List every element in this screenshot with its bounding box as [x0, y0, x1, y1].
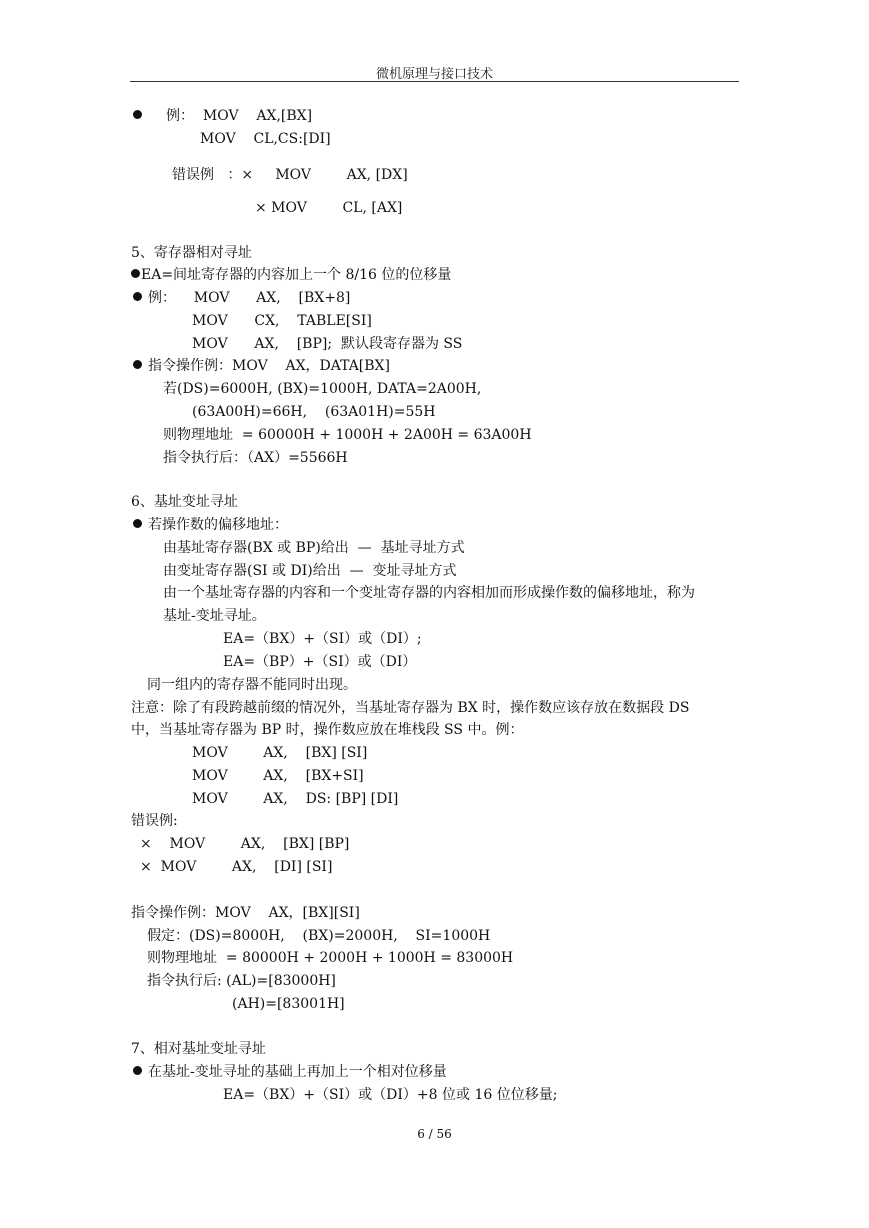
text-line: 若(DS)=6000H, (BX)=1000H, DATA=2A00H, — [163, 381, 482, 397]
formula-line: EA=（BX）+（SI）或（DI）; — [223, 631, 422, 647]
note-line: 中，当基址寄存器为 BP 时，操作数应放在堆栈段 SS 中。例： — [131, 722, 524, 738]
text-line: 基址-变址寻址。 — [163, 608, 266, 624]
section-heading: 7、相对基址变址寻址 — [131, 1041, 266, 1057]
definition-line: EA=间址寄存器的内容加上一个 8/16 位的位移量 — [131, 267, 451, 284]
bullet-icon — [133, 292, 142, 301]
example-line: 若操作数的偏移地址： — [133, 517, 288, 534]
bullet-icon — [133, 360, 142, 369]
bullet-icon — [133, 110, 142, 119]
formula-line: EA=（BX）+（SI）或（DI）+8 位或 16 位位移量; — [223, 1087, 558, 1103]
example-line: 在基址-变址寻址的基础上再加上一个相对位移量 — [133, 1064, 447, 1081]
text-line: 由变址寄存器(SI 或 DI)给出 — 变址寻址方式 — [163, 563, 457, 579]
code-line: MOV AX, [BX+SI] — [192, 768, 364, 784]
bullet-icon — [133, 519, 142, 528]
section-heading: 5、寄存器相对寻址 — [131, 245, 252, 261]
code-line: MOV AX, [BX] [SI] — [192, 745, 368, 761]
example-line: 例： MOV AX,[BX] — [133, 108, 312, 125]
text-line: 由基址寄存器(BX 或 BP)给出 — 基址寻址方式 — [163, 540, 465, 556]
section-heading: 6、基址变址寻址 — [131, 494, 238, 510]
text-line: 指令执行后：（AX）=5566H — [163, 450, 348, 466]
header-divider — [130, 81, 739, 82]
text-line: 指令操作例：MOV AX，[BX][SI] — [131, 905, 360, 921]
error-example-line: × MOV AX, [DI] [SI] — [140, 859, 333, 875]
running-header: 微机原理与接口技术 — [375, 67, 493, 82]
text-line: (63A00H)=66H, (63A01H)=55H — [192, 404, 436, 420]
bullet-icon — [131, 269, 140, 278]
code-line: MOV CX, TABLE[SI] — [192, 313, 372, 329]
code-line: MOV CL,CS:[DI] — [200, 131, 331, 147]
page-number: 6 / 56 — [417, 1127, 452, 1141]
text-line: 则物理地址 = 60000H + 1000H + 2A00H = 63A00H — [163, 427, 532, 443]
text-line: 则物理地址 = 80000H + 2000H + 1000H = 83000H — [147, 950, 514, 966]
note-line: 注意：除了有段跨越前缀的情况外，当基址寄存器为 BX 时，操作数应该存放在数据段 DS — [131, 700, 690, 716]
text-line: 错误例: — [131, 813, 178, 829]
code-line: MOV AX, [BP]; 默认段寄存器为 SS — [192, 336, 463, 352]
code-line: MOV AX, DS: [BP] [DI] — [192, 791, 399, 807]
text-line: 指令执行后: (AL)=[83000H] — [147, 973, 336, 989]
example-line: 指令操作例：MOV AX，DATA[BX] — [133, 358, 390, 375]
bullet-icon — [133, 1066, 142, 1075]
example-line: 例： MOV AX, [BX+8] — [133, 290, 350, 307]
error-example-line: × MOV AX, [BX] [BP] — [140, 836, 350, 852]
text-line: 由一个基址寄存器的内容和一个变址寄存器的内容相加而形成操作数的偏移地址，称为 — [163, 585, 695, 601]
text-line: (AH)=[83001H] — [232, 996, 345, 1012]
error-example-line: × MOV CL, [AX] — [255, 200, 403, 216]
formula-line: EA=（BP）+（SI）或（DI） — [223, 654, 417, 670]
text-line: 假定：(DS)=8000H, (BX)=2000H, SI=1000H — [147, 928, 491, 944]
error-example-line: 错误例 ：× MOV AX, [DX] — [172, 167, 408, 183]
text-line: 同一组内的寄存器不能同时出现。 — [147, 677, 357, 693]
